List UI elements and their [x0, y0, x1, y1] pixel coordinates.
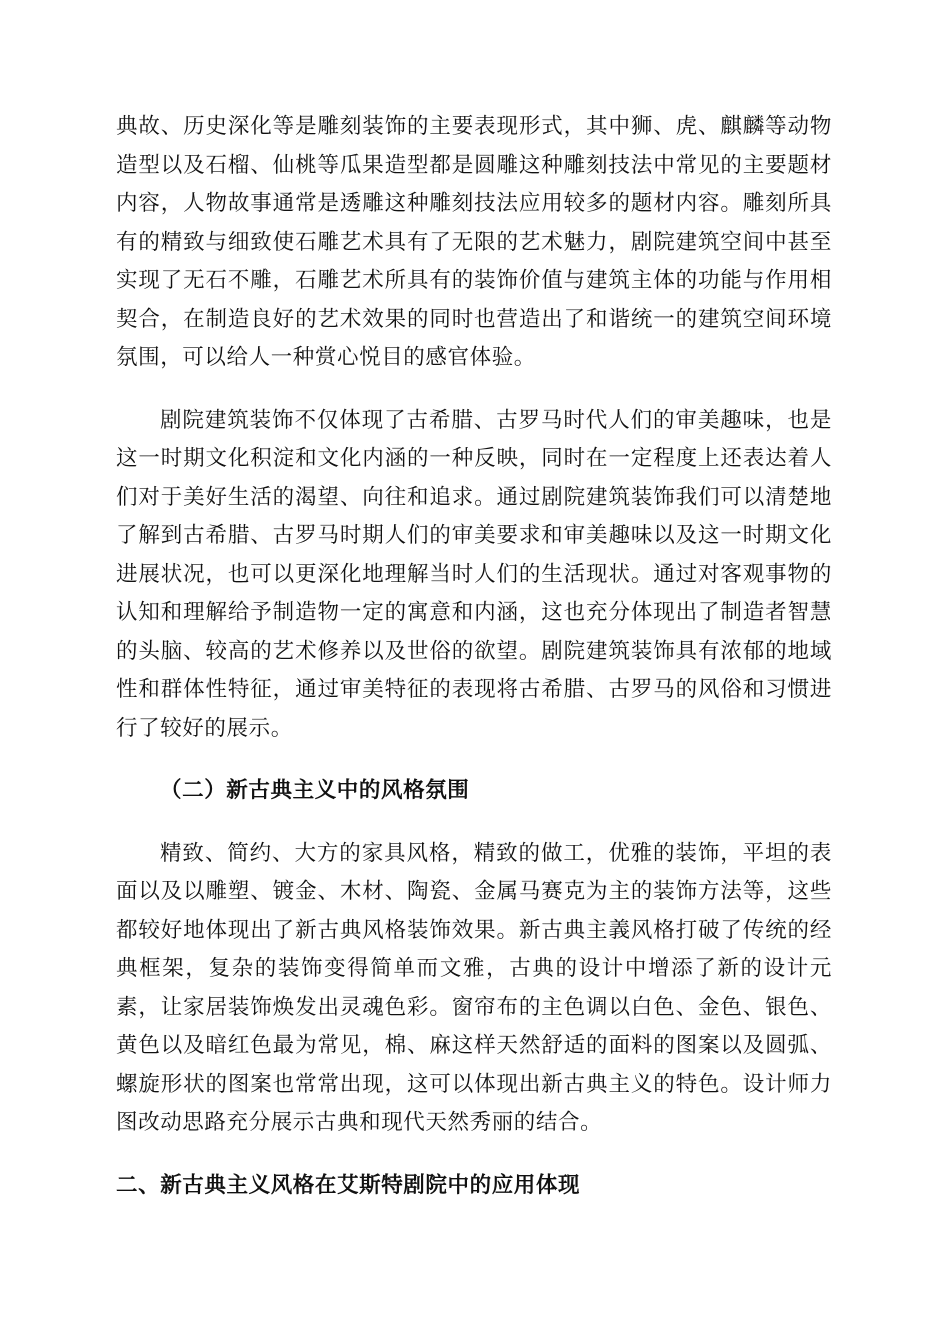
text-line: 剧院建筑装饰不仅体现了古希腊、古罗马时代人们的审美趣味，也是	[160, 407, 832, 433]
text-line: 精致、简约、大方的家具风格，精致的做工，优雅的装饰，平坦的表	[160, 840, 832, 866]
text-line: 图改动思路充分展示古典和现代天然秀丽的结合。	[116, 1110, 603, 1135]
text-line: 造型以及石榴、仙桃等瓜果造型都是圆雕这种雕刻技法中常见的主要题材	[116, 152, 832, 178]
text-line: 内容，人物故事通常是透雕这种雕刻技法应用较多的题材内容。雕刻所具	[116, 191, 832, 216]
text-line: 典框架，复杂的装饰变得简单而文雅，古典的设计中增添了新的设计元	[116, 956, 832, 981]
text-line: 螺旋形状的图案也常常出现，这可以体现出新古典主义的特色。设计师力	[116, 1071, 832, 1097]
text-line: 的头脑、较高的艺术修养以及世俗的欲望。剧院建筑装饰具有浓郁的地域	[116, 638, 832, 664]
text-line: 氛围，可以给人一种赏心悦目的感官体验。	[116, 345, 536, 370]
text-line: 性和群体性特征，通过审美特征的表现将古希腊、古罗马的风俗和习惯进	[116, 677, 832, 702]
text-line: 行了较好的展示。	[116, 715, 293, 741]
text-line: 契合，在制造良好的艺术效果的同时也营造出了和谐统一的建筑空间环境	[116, 306, 832, 332]
text-line: 有的精致与细致使石雕艺术具有了无限的艺术魅力，剧院建筑空间中甚至	[116, 229, 832, 255]
text-line: 黄色以及暗红色最为常见，棉、麻这样天然舒适的面料的图案以及圆弧、	[116, 1033, 832, 1058]
paragraph-2	[116, 402, 832, 749]
paragraph-3	[116, 835, 832, 1143]
text-line: 了解到古希腊、古罗马时期人们的审美要求和审美趣味以及这一时期文化	[116, 523, 832, 548]
document-page	[116, 108, 832, 1205]
text-line: 认知和理解给予制造物一定的寓意和内涵，这也充分体现出了制造者智慧	[116, 600, 832, 625]
paragraph-1	[116, 108, 832, 378]
section-heading: 二、新古典主义风格在艾斯特剧院中的应用体现	[116, 1172, 581, 1198]
text-line: 素，让家居装饰焕发出灵魂色彩。窗帘布的主色调以白色、金色、银色、	[116, 994, 832, 1020]
text-line: 都较好地体现出了新古典风格装饰效果。新古典主義风格打破了传统的经	[116, 917, 832, 943]
text-line: 典故、历史深化等是雕刻装饰的主要表现形式，其中狮、虎、麒麟等动物	[116, 114, 832, 139]
text-line: 面以及以雕塑、镀金、木材、陶瓷、金属马赛克为主的装饰方法等，这些	[116, 879, 832, 904]
subheading: （二）新古典主义中的风格氛围	[160, 778, 470, 803]
text-line: 进展状况，也可以更深化地理解当时人们的生活现状。通过对客观事物的	[116, 561, 832, 587]
text-line: 这一时期文化积淀和文化内涵的一种反映，同时在一定程度上还表达着人	[116, 446, 832, 471]
text-line: 们对于美好生活的渴望、向往和追求。通过剧院建筑装饰我们可以清楚地	[116, 484, 832, 510]
text-line: 实现了无石不雕，石雕艺术所具有的装饰价值与建筑主体的功能与作用相	[116, 268, 832, 293]
